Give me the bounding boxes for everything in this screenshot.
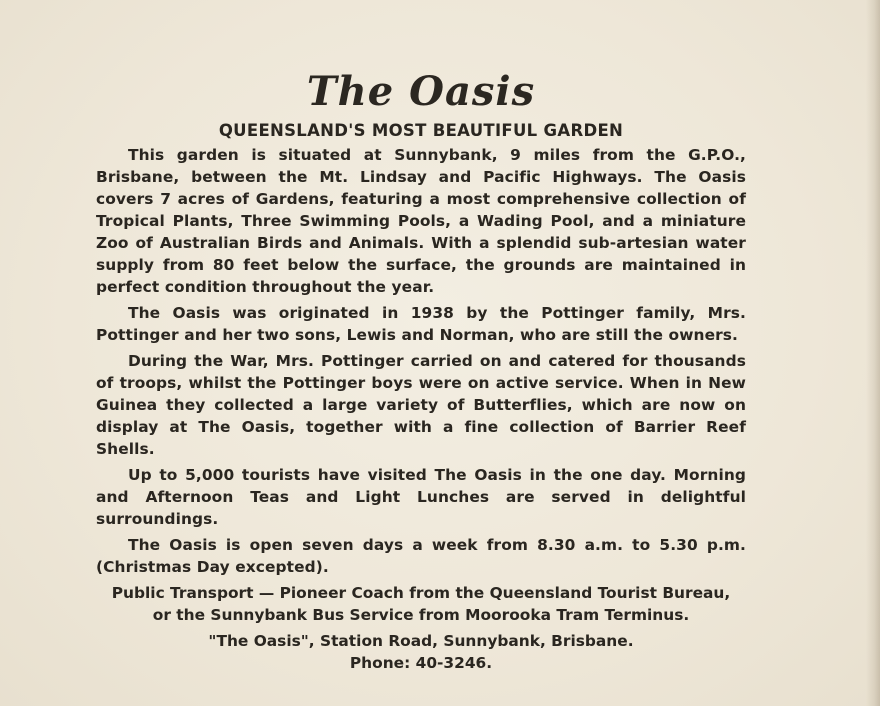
page-title: The Oasis [306,68,536,115]
address-line: "The Oasis", Station Road, Sunnybank, Brisbane. [208,632,634,650]
paragraph-hours: The Oasis is open seven days a week from 8.30 a.m. to 5.30 p.m. (Christmas Day excepted). [96,536,746,576]
document-body [96,62,746,674]
transport-line-2: or the Sunnybank Bus Service from Moorooka Tram Terminus. [152,606,690,624]
phone-number: Phone: 40-3246. [349,654,493,672]
page-edge-shadow [866,0,880,706]
paragraph-history: The Oasis was originated in 1938 by the Pottinger family, Mrs. Pottinger and her two sons, Lewis and Norman, who are still the owners. [96,304,746,344]
address-block [96,630,746,674]
transport-line-1: Public Transport — Pioneer Coach from the Queensland Tourist Bureau, [111,584,731,602]
transport-info [96,582,746,626]
paragraph-location: This garden is situated at Sunnybank, 9 miles from the G.P.O., Brisbane, between the Mt. Lindsay and Pacific Highways. The Oasis covers 7 acres of Gardens, featuring a most comprehensive collection of Tropical Plants, Three Swimming Pools, a Wading Pool, and a miniature Zoo of Australian Birds and Animals. With a splendid sub-artesian water supply from 80 feet below the surface, the grounds are maintained in perfect condition throughout the year. [96,146,746,296]
paragraph-visitors: Up to 5,000 tourists have visited The Oasis in the one day. Morning and Afternoon Teas and Light Lunches are served in delightful surroundings. [96,466,746,528]
page-subtitle: QUEENSLAND'S MOST BEAUTIFUL GARDEN [218,121,624,140]
paragraph-war: During the War, Mrs. Pottinger carried on and catered for thousands of troops, whilst the Pottinger boys were on active service. When in New Guinea they collected a large variety of Butterflies, which are now on display at The Oasis, together with a fine collection of Barrier Reef Shells. [96,352,746,458]
